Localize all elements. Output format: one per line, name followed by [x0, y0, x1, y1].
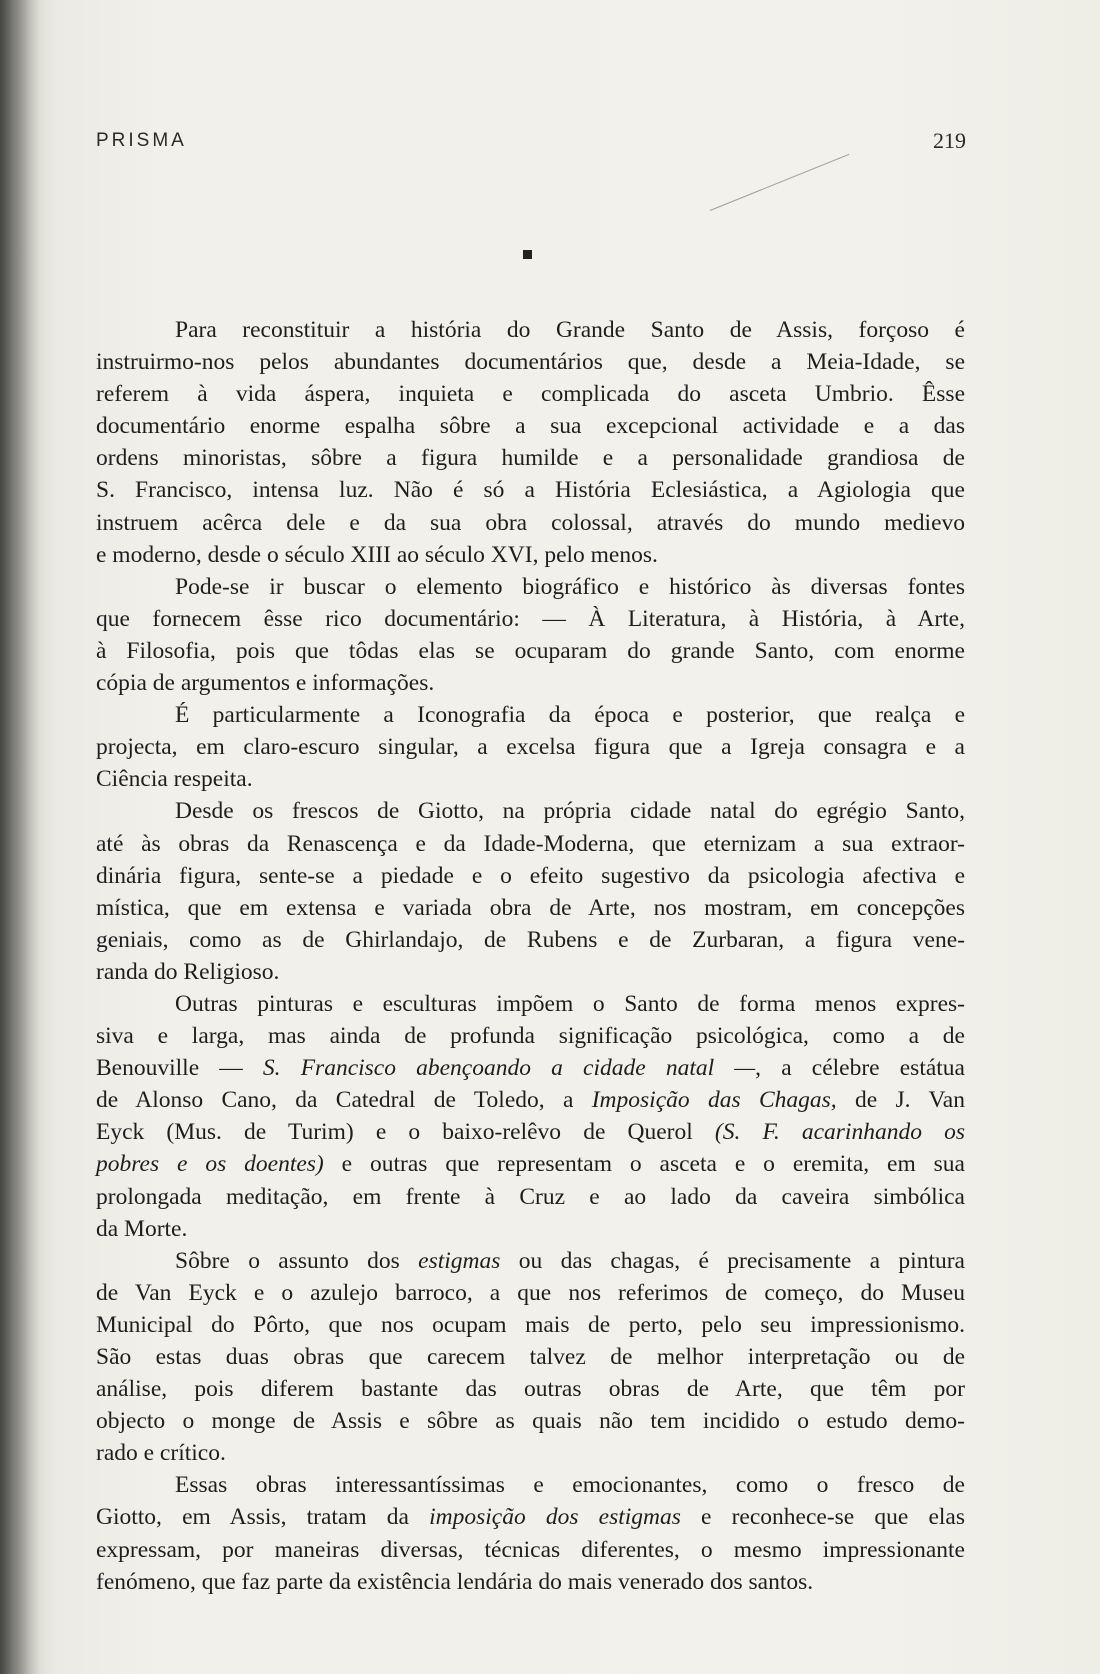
text-line: [96, 1084, 965, 1116]
text-segment: projecta, em claro-escuro singular, a excelsa figura que a Igreja consagra e a: [96, 734, 965, 761]
text-line: [96, 346, 965, 378]
text-line: [96, 667, 965, 699]
text-line: [96, 1566, 965, 1598]
text-segment: Giotto, em Assis, tratam da: [96, 1504, 430, 1531]
text-segment: ordens minoristas, sôbre a figura humilde e a personalidade grandiosa de: [96, 445, 965, 472]
text-segment: de Alonso Cano, da Catedral de Toledo, a: [96, 1087, 592, 1114]
text-line: [96, 1534, 965, 1566]
paragraph: [96, 1245, 965, 1470]
text-line: [96, 1309, 965, 1341]
text-segment: siva e larga, mas ainda de profunda significação psicológica, como a de: [96, 1023, 965, 1050]
italic-text: imposição dos estigmas: [429, 1504, 681, 1531]
text-line: [96, 860, 965, 892]
text-line: [96, 474, 965, 506]
text-line: [96, 1181, 965, 1213]
text-line: [96, 763, 965, 795]
text-segment: instruem acêrca dele e da sua obra colossal, através do mundo medievo: [96, 509, 965, 536]
text-line: [96, 1341, 965, 1373]
text-segment: de J. Van: [836, 1087, 965, 1114]
text-segment: S. Francisco, intensa luz. Não é só a História Eclesiástica, a Agiologia que: [96, 477, 965, 504]
page-number: 219: [933, 128, 966, 153]
text-segment: Para reconstituir a história do Grande Santo de Assis, forçoso é: [175, 317, 965, 343]
text-segment: Sôbre o assunto dos: [175, 1247, 419, 1274]
text-segment: de Van Eyck e o azulejo barroco, a que nos referimos de começo, do Museu: [96, 1279, 965, 1306]
text-line: [96, 1245, 965, 1277]
text-segment: documentário enorme espalha sôbre a sua excepcional actividade e a das: [96, 413, 965, 440]
text-segment: análise, pois diferem bastante das outras obras de Arte, que têm por: [96, 1376, 965, 1403]
text-segment: Pode-se ir buscar o elemento biográfico e histórico às diversas fontes: [175, 573, 965, 600]
text-line: [96, 1405, 965, 1437]
text-segment: e reconhece-se que elas: [680, 1504, 965, 1531]
text-line: [96, 1148, 965, 1180]
text-line: [96, 1501, 965, 1533]
text-segment: expressam, por maneiras diversas, técnicas diferentes, o mesmo impressionante: [96, 1536, 965, 1563]
text-line: [96, 1469, 965, 1501]
text-segment: Ciência respeita.: [96, 766, 253, 793]
text-segment: São estas duas obras que carecem talvez de melhor interpretação ou de: [96, 1344, 965, 1370]
text-segment: e moderno, desde o século XIII ao século XVI, pelo menos.: [96, 541, 658, 568]
paragraph: [96, 314, 965, 571]
section-separator-mark: [523, 250, 532, 259]
text-line: [96, 571, 965, 603]
text-line: [96, 378, 965, 410]
paragraph: [96, 699, 965, 795]
text-segment: e outras que representam o asceta e o eremita, em sua: [323, 1151, 965, 1178]
paragraph: [96, 795, 965, 988]
text-line: [96, 603, 965, 635]
paragraph: [96, 1469, 965, 1597]
text-line: [96, 635, 965, 667]
italic-text: pobres e os doentes): [96, 1151, 324, 1178]
text-segment: à Filosofia, pois que tôdas elas se ocuparam do grande Santo, com enorme: [96, 637, 965, 664]
text-line: [96, 1437, 965, 1469]
text-line: [96, 1277, 965, 1309]
text-segment: mística, que em extensa e variada obra de Arte, nos mostram, em concepções: [96, 894, 965, 921]
binding-gutter-shadow: [0, 0, 40, 1674]
text-segment: referem à vida áspera, inquieta e complicada do asceta Umbrio. Êsse: [96, 381, 965, 408]
text-segment: que fornecem êsse rico documentário: — À Literatura, à História, à Arte,: [96, 605, 965, 632]
text-line: [96, 539, 965, 571]
paragraph: [96, 988, 965, 1245]
text-segment: Outras pinturas e esculturas impõem o Santo de forma menos expres-: [175, 990, 965, 1017]
text-segment: rado e crítico.: [96, 1440, 226, 1467]
text-line: [96, 795, 965, 827]
text-segment: ou das chagas, é precisamente a pintura: [500, 1247, 965, 1274]
text-line: [96, 828, 965, 860]
text-line: [96, 956, 965, 988]
text-segment: instruirmo-nos pelos abundantes documentários que, desde a Meia-Idade, se: [96, 349, 965, 376]
text-segment: , a célebre estátua: [755, 1055, 965, 1082]
text-segment: da Morte.: [96, 1215, 188, 1242]
text-line: [96, 699, 965, 731]
text-line: [96, 924, 965, 956]
text-segment: Municipal do Pôrto, que nos ocupam mais de perto, pelo seu impressionismo.: [96, 1311, 965, 1338]
italic-text: Imposição das Chagas,: [591, 1087, 837, 1114]
text-line: [96, 1052, 965, 1084]
text-line: [96, 410, 965, 442]
text-line: [96, 731, 965, 763]
text-segment: objecto o monge de Assis e sôbre as quais não tem incidido o estudo demo-: [96, 1408, 965, 1435]
text-segment: cópia de argumentos e informações.: [96, 670, 435, 697]
article-body: [96, 314, 965, 1598]
text-segment: Desde os frescos de Giotto, na própria cidade natal do egrégio Santo,: [175, 798, 965, 825]
text-segment: É particularmente a Iconografia da época e posterior, que realça e: [175, 702, 965, 729]
text-line: [96, 988, 965, 1020]
text-line: [96, 507, 965, 539]
text-line: [96, 892, 965, 924]
text-segment: até às obras da Renascença e da Idade-Moderna, que eternizam a sua extraor-: [96, 830, 965, 857]
italic-text: S. Francisco abençoando a cidade natal —: [262, 1055, 756, 1082]
text-segment: randa do Religioso.: [96, 958, 280, 985]
text-line: [96, 1213, 965, 1245]
text-segment: fenómeno, que faz parte da existência lendária do mais venerado dos santos.: [96, 1568, 814, 1595]
stray-mark: [710, 154, 849, 211]
text-line: [96, 1116, 965, 1148]
text-line: [96, 442, 965, 474]
text-segment: dinária figura, sente-se a piedade e o efeito sugestivo da psicologia afectiva e: [96, 862, 965, 889]
page-header: [96, 130, 966, 160]
text-segment: geniais, como as de Ghirlandajo, de Rubens e de Zurbaran, a figura vene-: [96, 926, 965, 953]
text-line: [96, 1373, 965, 1405]
text-segment: Eyck (Mus. de Turim) e o baixo-relêvo de Querol: [96, 1119, 715, 1146]
italic-text: (S. F. acarinhando os: [714, 1119, 965, 1146]
text-segment: Benouville —: [96, 1055, 263, 1082]
italic-text: estigmas: [418, 1247, 501, 1274]
text-segment: prolongada meditação, em frente à Cruz e ao lado da caveira simbólica: [96, 1183, 965, 1210]
text-line: [96, 1020, 965, 1052]
text-segment: Essas obras interessantíssimas e emocionantes, como o fresco de: [175, 1472, 965, 1499]
paragraph: [96, 571, 965, 699]
text-line: [96, 314, 965, 346]
running-head: PRISMA: [96, 130, 187, 151]
